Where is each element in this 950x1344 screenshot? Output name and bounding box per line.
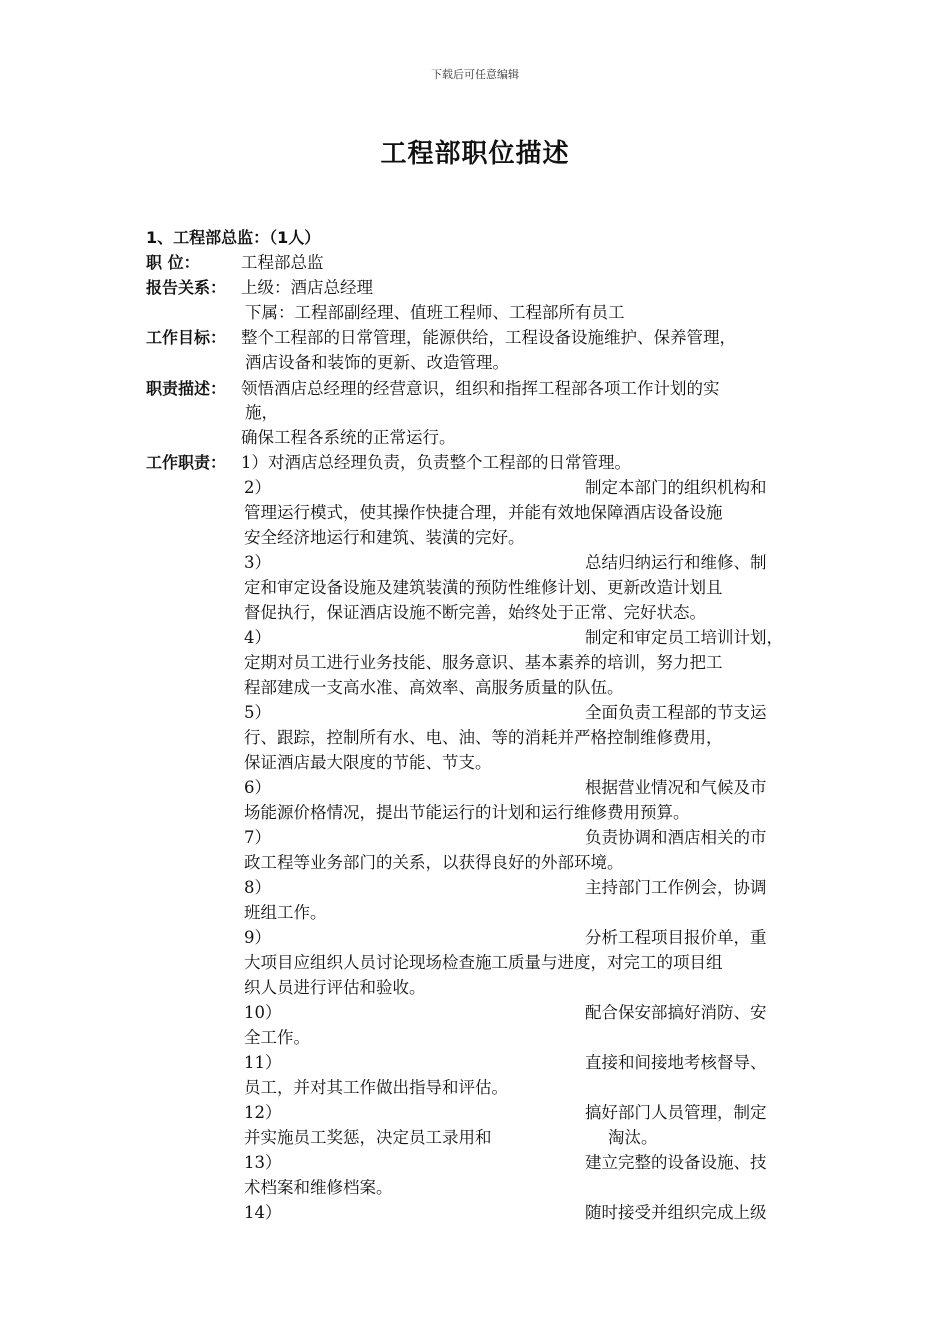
desc-line: 领悟酒店总经理的经营意识，组织和指挥工程部各项工作计划的实 xyxy=(241,379,720,398)
duty-line: 术档案和维修档案。 xyxy=(244,1178,393,1197)
duty-line: 管理运行模式，使其操作快捷合理，并能有效地保障酒店设备设施 xyxy=(244,503,723,522)
duty-line: 员工，并对其工作做出指导和评估。 xyxy=(244,1078,508,1097)
duty-number: 12） xyxy=(244,1103,282,1122)
duty-line: 大项目应组织人员讨论现场检查施工质量与进度，对完工的项目组 xyxy=(244,953,723,972)
duty-line: 定期对员工进行业务技能、服务意识、基本素养的培训，努力把工 xyxy=(244,653,723,672)
position-value: 工程部总监 xyxy=(241,253,324,272)
duty-line: 行、跟踪，控制所有水、电、油、等的消耗并严格控制维修费用， xyxy=(244,728,723,747)
duty-first-line: 搞好部门人员管理，制定 xyxy=(585,1103,767,1122)
duty-line: 织人员进行评估和验收。 xyxy=(244,978,426,997)
document-title: 工程部职位描述 xyxy=(380,139,570,169)
report-line: 下属：工程部副经理、值班工程师、工程部所有员工 xyxy=(245,303,625,322)
duty-number: 9） xyxy=(244,928,271,947)
label-desc: 职责描述： xyxy=(146,379,227,398)
duty-line: 定和审定设备设施及建筑装潢的预防性维修计划、更新改造计划且 xyxy=(244,578,723,597)
duty-line: 政工程等业务部门的关系，以获得良好的外部环境。 xyxy=(244,853,624,872)
page-header: 下载后可任意编辑 xyxy=(431,68,519,81)
duty-line: 班组工作。 xyxy=(244,903,327,922)
duty-first-line: 建立完整的设备设施、技 xyxy=(585,1153,767,1172)
desc-line: 确保工程各系统的正常运行。 xyxy=(241,428,456,447)
duty-number: 5） xyxy=(244,703,271,722)
label-report: 报告关系： xyxy=(146,278,227,297)
duty-first-line: 配合保安部搞好消防、安 xyxy=(585,1003,767,1022)
duty-number: 6） xyxy=(244,778,271,797)
duty-line: 督促执行，保证酒店设施不断完善，始终处于正常、完好状态。 xyxy=(244,603,706,622)
duty-first-line: 主持部门工作例会，协调 xyxy=(585,878,767,897)
duty-line: 保证酒店最大限度的节能、节支。 xyxy=(244,753,492,772)
duty-line: 程部建成一支高水准、高效率、高服务质量的队伍。 xyxy=(244,678,624,697)
duty-line-tail: 淘汰。 xyxy=(608,1128,658,1147)
duty-number: 11） xyxy=(244,1053,282,1072)
duty-first-line: 制定本部门的组织机构和 xyxy=(585,478,767,497)
duty-line: 安全经济地运行和建筑、装潢的完好。 xyxy=(244,528,525,547)
duty-number: 10） xyxy=(244,1003,282,1022)
duty-line: 并实施员工奖惩，决定员工录用和 xyxy=(244,1128,492,1147)
duty-number: 4） xyxy=(244,628,271,647)
duty-first-line: 负责协调和酒店相关的市 xyxy=(585,828,767,847)
duty-number: 8） xyxy=(244,878,271,897)
desc-line: 施， xyxy=(245,403,278,422)
duty-item-1: 1）对酒店总经理负责，负责整个工程部的日常管理。 xyxy=(241,453,631,472)
duty-number: 3） xyxy=(244,553,271,572)
duty-number: 14） xyxy=(244,1203,282,1222)
duty-number: 13） xyxy=(244,1153,282,1172)
label-duties: 工作职责： xyxy=(146,453,227,472)
goal-line: 酒店设备和装饰的更新、改造管理。 xyxy=(245,353,509,372)
duty-line: 全工作。 xyxy=(244,1028,310,1047)
duty-first-line: 制定和审定员工培训计划， xyxy=(585,628,783,647)
duty-first-line: 分析工程项目报价单，重 xyxy=(585,928,767,947)
report-line: 上级：酒店总经理 xyxy=(241,278,373,297)
duty-first-line: 随时接受并组织完成上级 xyxy=(585,1203,767,1222)
duty-number: 7） xyxy=(244,828,271,847)
duty-line: 场能源价格情况，提出节能运行的计划和运行维修费用预算。 xyxy=(244,803,690,822)
duty-first-line: 全面负责工程部的节支运 xyxy=(585,703,767,722)
duty-first-line: 直接和间接地考核督导、 xyxy=(585,1053,767,1072)
duty-first-line: 根据营业情况和气候及市 xyxy=(585,778,767,797)
goal-line: 整个工程部的日常管理，能源供给，工程设备设施维护、保养管理， xyxy=(241,328,736,347)
section-heading: 1、工程部总监：（1人） xyxy=(146,228,321,247)
duty-number: 2） xyxy=(244,478,271,497)
duty-first-line: 总结归纳运行和维修、制 xyxy=(585,553,767,572)
label-position: 职 位： xyxy=(146,253,200,272)
label-goal: 工作目标： xyxy=(146,328,227,347)
